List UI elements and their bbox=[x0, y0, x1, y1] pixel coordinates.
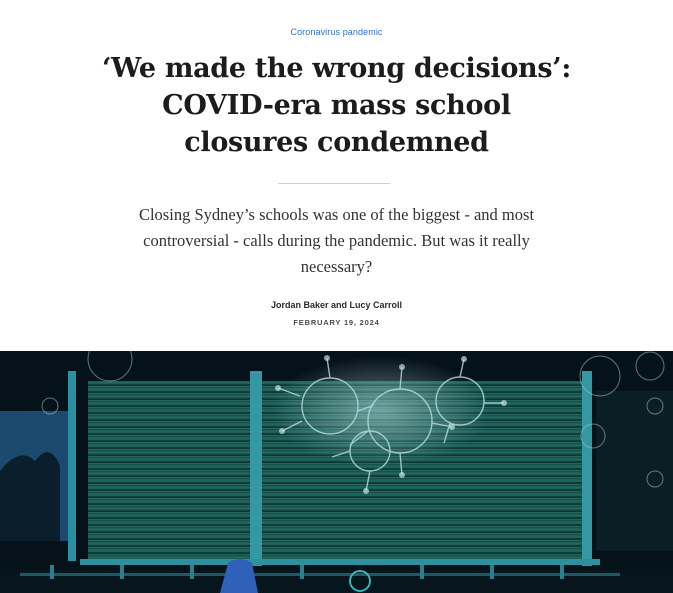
header-divider bbox=[278, 183, 390, 184]
publish-date: FEBRUARY 19, 2024 bbox=[293, 318, 380, 327]
article-headline: ‘We made the wrong decisions’: COVID-era mass school closures condemned bbox=[101, 53, 572, 158]
author-byline[interactable]: Jordan Baker and Lucy Carroll bbox=[270, 300, 403, 310]
article-standfirst: Closing Sydney’s schools was one of the biggest - and most controversial - calls during the pandemic. But was it really necessary? bbox=[138, 205, 535, 276]
roller-shutter-left bbox=[88, 381, 250, 561]
hero-image bbox=[0, 351, 673, 593]
section-kicker-link[interactable]: Coronavirus pandemic bbox=[290, 27, 383, 37]
